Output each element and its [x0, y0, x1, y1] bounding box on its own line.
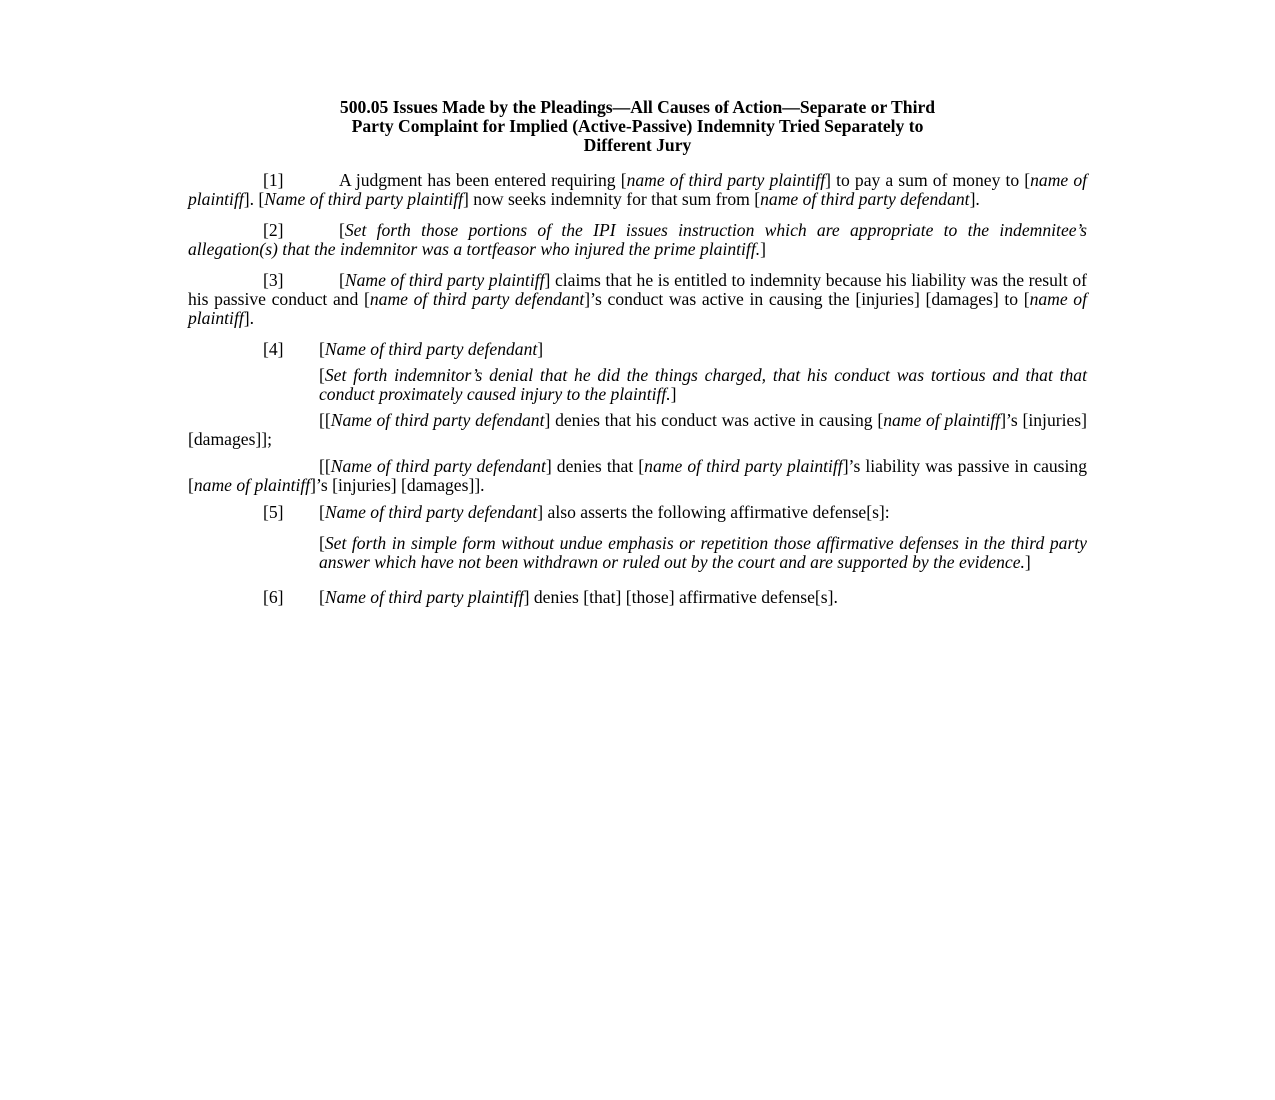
- title-line: Party Complaint for Implied (Active-Passive) Indemnity Tried Separately to: [351, 116, 924, 136]
- paragraph-4-denial: [Set forth indemnitor’s denial that he did the things charged, that his conduct was tortious and that that conduct proximately caused injury to the plaintiff.]: [319, 365, 1087, 404]
- paragraph-1: [1] A judgment has been entered requiring [name of third party plaintiff] to pay a sum of money to [name of plaintiff]. [Name of third party plaintiff] now seeks indemnity for that sum from [name of third party defendant].: [188, 170, 1087, 209]
- paragraph-number: [3]: [263, 270, 284, 290]
- paragraph-number: [1]: [263, 170, 284, 190]
- paragraph-4-passive-denial: [[Name of third party defendant] denies that [name of third party plaintiff]’s liability was passive in causing [name of plaintiff]’s [injuries] [damages]].: [188, 456, 1088, 495]
- paragraph-number: [2]: [263, 220, 284, 240]
- paragraph-6: [6] [Name of third party plaintiff] denies [that] [those] affirmative defense[s].: [263, 587, 838, 607]
- paragraph-3: [3] [Name of third party plaintiff] claims that he is entitled to indemnity because his liability was the result of his passive conduct and [name of third party defendant]’s conduct was active in causing the [injuries] [damages] to [name of plaintiff].: [188, 270, 1088, 328]
- paragraph-number: [4]: [263, 339, 284, 359]
- instruction-title: [188, 98, 1087, 155]
- paragraph-5-defenses: [Set forth in simple form without undue emphasis or repetition those affirmative defenses in the third party answer which have not been withdrawn or ruled out by the court and are supported by the evidence.]: [319, 533, 1087, 572]
- paragraph-4-active-denial: [[Name of third party defendant] denies that his conduct was active in causing [name of plaintiff]’s [injuries] [damages]];: [188, 410, 1088, 449]
- paragraph-5: [5] [Name of third party defendant] also asserts the following affirmative defense[s]:: [263, 502, 890, 522]
- paragraph-4: [4] [Name of third party defendant]: [263, 339, 544, 359]
- paragraph-2: [2] [Set forth those portions of the IPI issues instruction which are appropriate to the indemnitee’s allegation(s) that the indemnitor was a tortfeasor who injured the prime plaintiff.]: [188, 220, 1087, 259]
- paragraph-number: [6]: [263, 587, 284, 607]
- document-page: [188, 98, 1087, 619]
- title-line: 500.05 Issues Made by the Pleadings—All Causes of Action—Separate or Third: [339, 97, 936, 117]
- paragraph-number: [5]: [263, 502, 284, 522]
- title-line: Different Jury: [583, 135, 692, 155]
